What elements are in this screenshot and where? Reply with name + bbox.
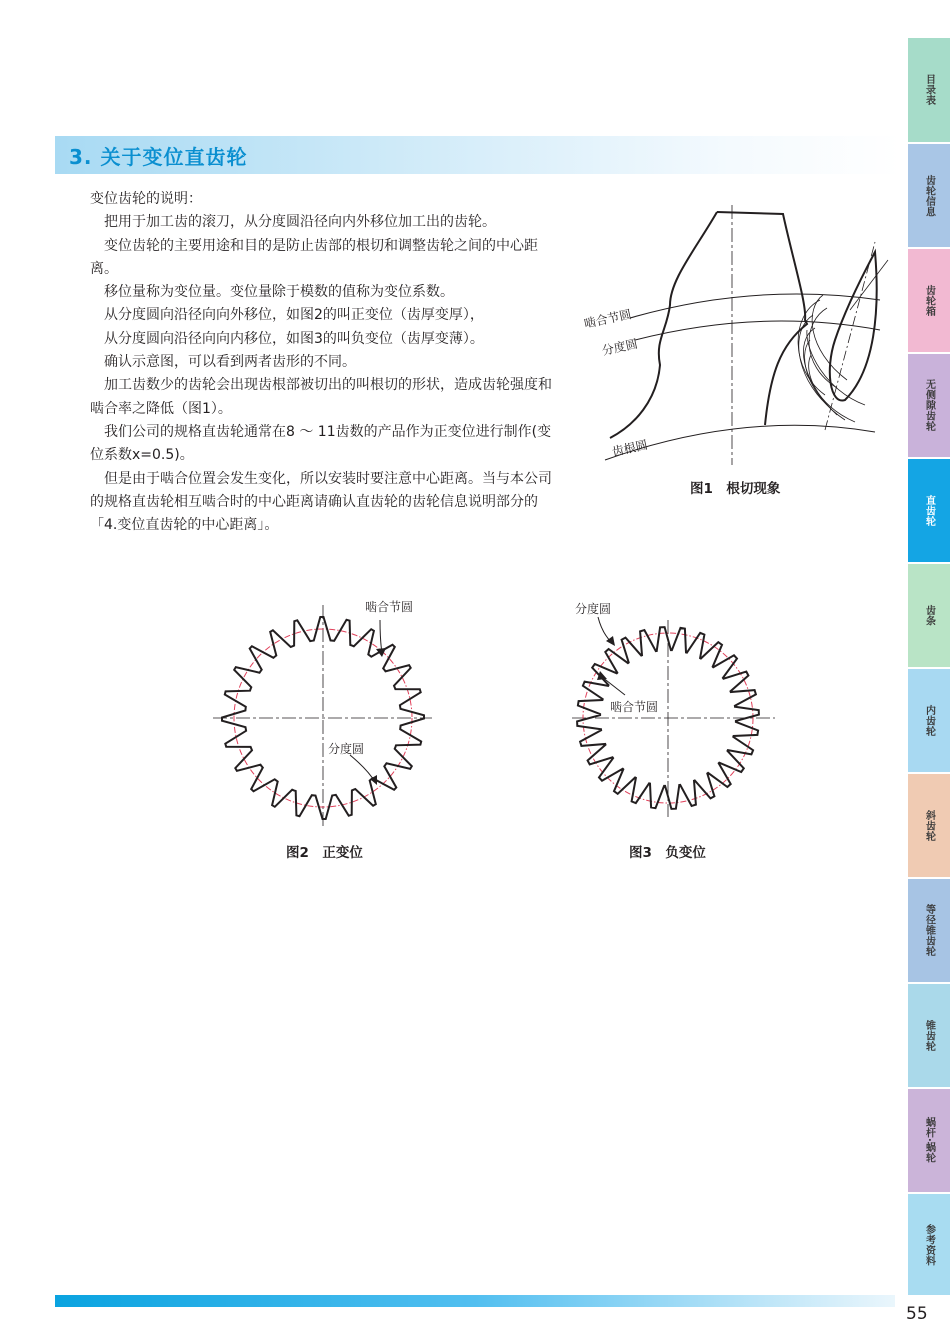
paragraph: 确认示意图，可以看到两者齿形的不同。 (104, 354, 356, 371)
paragraph: 但是由于啮合位置会发生变化，所以安装时要注意中心距离。当与本公司的规格直齿轮相互啮合时的中心距离请确认直齿轮的齿轮信息说明部分的「4.变位直齿轮的中心距离」。 (90, 470, 552, 534)
figure-2-caption: 图2 正变位 (286, 845, 363, 861)
side-tab-gear-info[interactable]: 齿轮信息 (908, 144, 950, 247)
paragraph: 变位齿轮的主要用途和目的是防止齿部的根切和调整齿轮之间的中心距离。 (90, 237, 538, 277)
page-number: 55 (906, 1304, 928, 1324)
figure-1-caption: 图1 根切现象 (690, 481, 781, 497)
label-mesh-pitch-circle: 啮合节圆 (582, 307, 633, 331)
label-pitch-circle: 分度圆 (600, 336, 639, 358)
figure-2-positive-shift (210, 595, 440, 830)
section-title-bar (55, 136, 900, 174)
side-tab-gearbox[interactable]: 齿轮箱 (908, 249, 950, 352)
label-mesh-pitch-circle: 啮合节圆 (610, 700, 659, 714)
side-tab-backlash-free[interactable]: 无侧隙齿轮 (908, 354, 950, 457)
paragraph: 把用于加工齿的滚刀，从分度圆沿径向内外移位加工出的齿轮。 (104, 214, 496, 231)
paragraph-intro: 变位齿轮的说明： (90, 191, 202, 207)
label-root-circle: 齿根圆 (610, 437, 649, 459)
label-pitch-circle: 分度圆 (328, 742, 365, 756)
side-tab-spur-gear[interactable]: 直齿轮 (908, 459, 950, 562)
paragraph: 加工齿数少的齿轮会出现齿根部被切出的叫根切的形状，造成齿轮强度和啮合率之降低（图1）。 (90, 377, 552, 417)
paragraph: 我们公司的规格直齿轮通常在8 ～ 11齿数的产品作为正变位进行制作(变位系数x=0.5)。 (90, 423, 552, 464)
side-tab-miter-gear[interactable]: 等径锥齿轮 (908, 879, 950, 982)
footer-bar (55, 1295, 895, 1307)
section-title: 3. 关于变位直齿轮 (69, 145, 248, 169)
side-tab-rack[interactable]: 齿条 (908, 564, 950, 667)
side-tab-internal-gear[interactable]: 内齿轮 (908, 669, 950, 772)
label-mesh-pitch-circle: 啮合节圆 (365, 600, 414, 614)
side-tab-reference[interactable]: 参考资料 (908, 1194, 950, 1295)
figure-3-caption: 图3 负变位 (629, 845, 706, 861)
body-text (90, 188, 562, 537)
paragraph: 从分度圆向沿径向向外移位，如图2的叫正变位（齿厚变厚）， (104, 307, 484, 324)
figure-3-negative-shift (570, 595, 780, 820)
paragraph: 从分度圆向沿径向向内移位，如图3的叫负变位（齿厚变薄）。 (104, 330, 484, 347)
paragraph: 移位量称为变位量。变位量除于模数的值称为变位系数。 (104, 284, 454, 301)
figure-1-undercut (575, 200, 895, 470)
side-tab-worm-gear[interactable]: 蜗杆·蜗轮 (908, 1089, 950, 1192)
side-tab-helical-gear[interactable]: 斜齿轮 (908, 774, 950, 877)
side-tab-contents[interactable]: 目录表 (908, 38, 950, 142)
side-tab-bevel-gear[interactable]: 锥齿轮 (908, 984, 950, 1087)
label-pitch-circle: 分度圆 (575, 602, 612, 616)
